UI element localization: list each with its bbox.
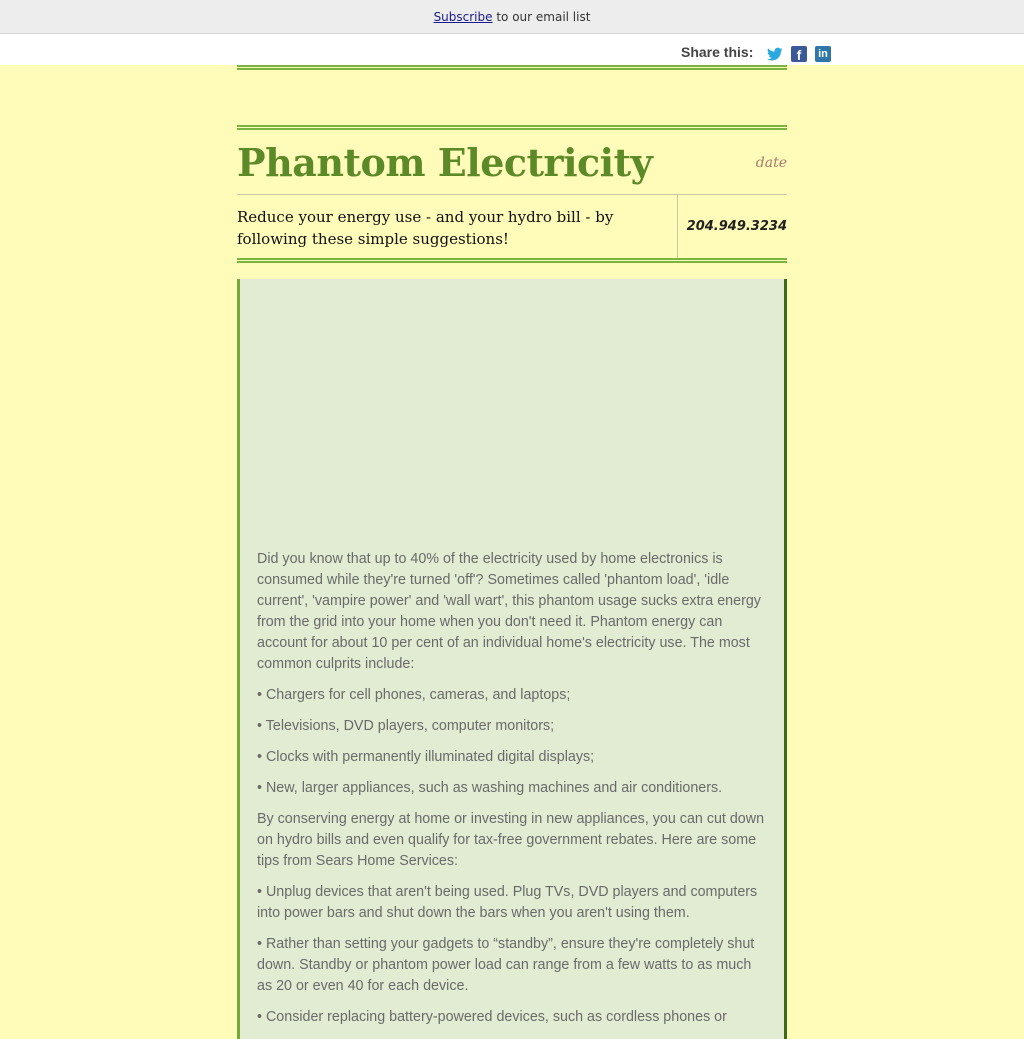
article-list-item: • Chargers for cell phones, cameras, and laptops; bbox=[257, 687, 571, 703]
subscribe-text: to our email list bbox=[492, 10, 591, 24]
article-body bbox=[257, 549, 769, 1038]
facebook-icon[interactable]: f bbox=[791, 46, 807, 62]
header-bottom-divider bbox=[237, 258, 787, 263]
header-divider bbox=[237, 125, 787, 130]
article-paragraph: By conserving energy at home or investing in new appliances, you can cut down on hydro bills and even qualify for tax-free government rebates. Here are some tips from Sears Home Services: bbox=[257, 811, 765, 869]
article-list-item: • Rather than setting your gadgets to “standby”, ensure they're completely shut down. Standby or phantom power load can range from a few watts to as much as 20 or even 40 for each device. bbox=[257, 936, 755, 994]
article-list-item: • Consider replacing battery-powered devices, such as cordless phones or bbox=[257, 1009, 727, 1025]
subscribe-link[interactable]: Subscribe bbox=[433, 10, 493, 24]
divider bbox=[237, 194, 787, 195]
subscribe-bar bbox=[0, 0, 1024, 34]
article-list-item: • Clocks with permanently illuminated digital displays; bbox=[257, 749, 595, 765]
tagline: Reduce your energy use - and your hydro bill - by following these simple suggestions! bbox=[237, 208, 614, 248]
phone-number: 204.949.3234 bbox=[686, 219, 787, 234]
vertical-divider bbox=[677, 195, 678, 259]
share-label: Share this: bbox=[681, 44, 754, 60]
article-list-item: • Televisions, DVD players, computer monitors; bbox=[257, 718, 555, 734]
top-divider bbox=[237, 65, 787, 70]
share-bar bbox=[0, 34, 1024, 65]
article-list-item: • New, larger appliances, such as washing machines and air conditioners. bbox=[257, 780, 723, 796]
linkedin-icon[interactable]: in bbox=[815, 46, 831, 62]
article-paragraph: Did you know that up to 40% of the electricity used by home electronics is consumed while they're turned 'off'? Sometimes called 'phantom load', 'idle current', 'vampire power' and 'wall wart', this phantom usage sucks extra energy from the grid into your home when you don't need it. Phantom energy can account for about 10 per cent of an individual home's electricity use. The most common culprits include: bbox=[257, 551, 761, 672]
twitter-icon[interactable] bbox=[767, 46, 783, 62]
date-label: date bbox=[755, 155, 787, 171]
article-list-item: • Unplug devices that aren't being used. Plug TVs, DVD players and computers into power bars and shut down the bars when you aren't using them. bbox=[257, 884, 758, 921]
page-title: Phantom Electricity bbox=[237, 140, 653, 185]
